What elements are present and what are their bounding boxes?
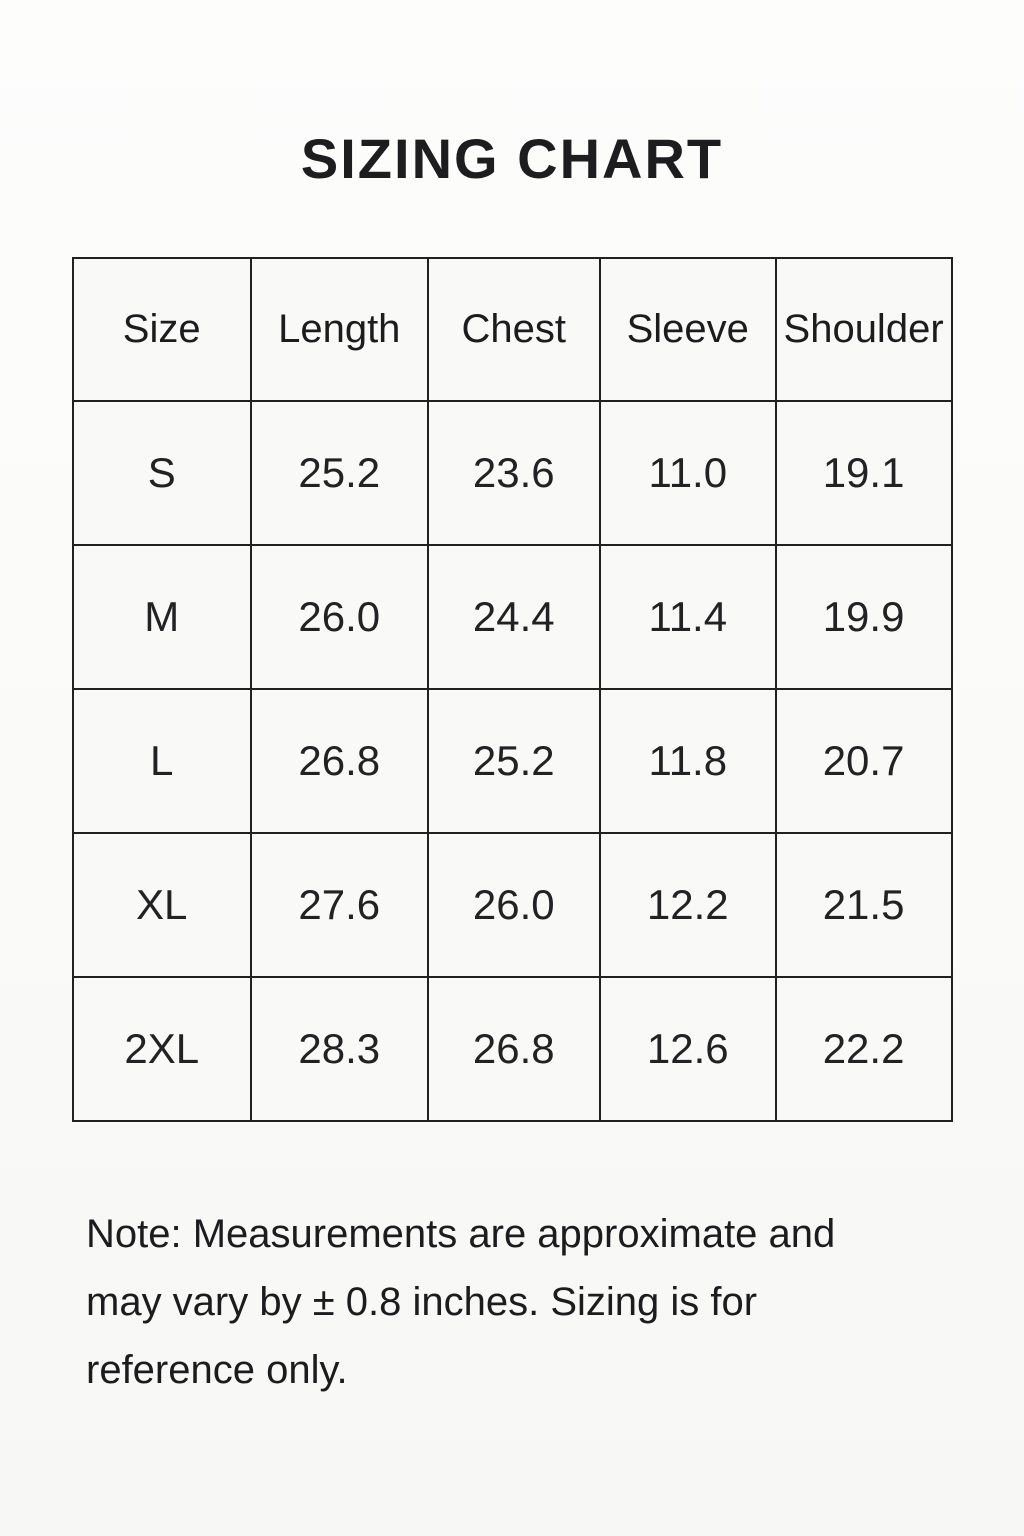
note-line-2: may vary by ± 0.8 inches. Sizing is for xyxy=(86,1280,758,1324)
sleeve-value: 12.2 xyxy=(600,833,776,977)
header-row xyxy=(73,258,952,401)
chest-value: 26.8 xyxy=(428,977,600,1121)
shoulder-value: 21.5 xyxy=(776,833,952,977)
size-label: M xyxy=(73,545,251,689)
chest-value: 23.6 xyxy=(428,401,600,545)
length-value: 27.6 xyxy=(251,833,428,977)
length-value: 28.3 xyxy=(251,977,428,1121)
table-row-s xyxy=(73,401,952,545)
chest-value: 26.0 xyxy=(428,833,600,977)
note-line-1: Note: Measurements are approximate and xyxy=(86,1212,836,1256)
table-row-xl xyxy=(73,833,952,977)
size-label: XL xyxy=(73,833,251,977)
shoulder-value: 19.9 xyxy=(776,545,952,689)
page-title: SIZING CHART xyxy=(300,127,724,190)
note-text xyxy=(86,1200,964,1404)
length-value: 26.0 xyxy=(251,545,428,689)
chest-value: 25.2 xyxy=(428,689,600,833)
sizing-table xyxy=(72,257,953,1122)
shoulder-value: 19.1 xyxy=(776,401,952,545)
sleeve-value: 11.8 xyxy=(600,689,776,833)
length-value: 26.8 xyxy=(251,689,428,833)
table-row-l xyxy=(73,689,952,833)
sleeve-value: 12.6 xyxy=(600,977,776,1121)
shoulder-value: 20.7 xyxy=(776,689,952,833)
table-row-m xyxy=(73,545,952,689)
table-row-2xl xyxy=(73,977,952,1121)
length-value: 25.2 xyxy=(251,401,428,545)
column-header-shoulder: Shoulder xyxy=(776,258,952,401)
shoulder-value: 22.2 xyxy=(776,977,952,1121)
column-header-chest: Chest xyxy=(428,258,600,401)
column-header-sleeve: Sleeve xyxy=(600,258,776,401)
sleeve-value: 11.0 xyxy=(600,401,776,545)
column-header-length: Length xyxy=(251,258,428,401)
size-label: S xyxy=(73,401,251,545)
sleeve-value: 11.4 xyxy=(600,545,776,689)
chest-value: 24.4 xyxy=(428,545,600,689)
size-label: 2XL xyxy=(73,977,251,1121)
column-header-size: Size xyxy=(73,258,251,401)
note-line-3: reference only. xyxy=(86,1348,348,1392)
size-label: L xyxy=(73,689,251,833)
